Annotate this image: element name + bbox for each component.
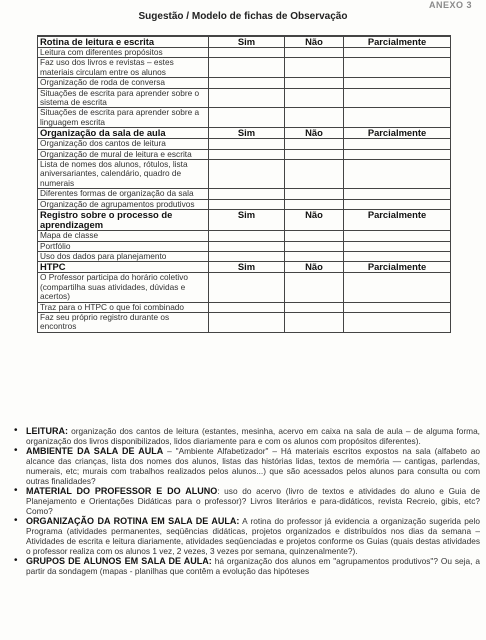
table-row (38, 149, 451, 159)
list-item (12, 556, 480, 576)
check-cell-sim (209, 241, 285, 251)
table-row (38, 108, 451, 128)
check-cell-sim (209, 189, 285, 199)
criterion-label: Lista de nomes dos alunos, rótulos, lista aniversariantes, calendário, quadro de numerais (38, 160, 209, 189)
table-row (38, 273, 451, 302)
criterion-label: Leitura com diferentes propósitos (38, 48, 209, 58)
check-cell-nao (285, 139, 344, 149)
check-cell-parcialmente (344, 108, 451, 128)
check-cell-parcialmente (344, 199, 451, 209)
table-row (38, 58, 451, 78)
check-cell-sim (209, 48, 285, 58)
table-row (38, 160, 451, 189)
col-header-sim: Sim (209, 36, 285, 48)
criterion-label: Organização dos cantos de leitura (38, 139, 209, 149)
col-header-nao: Não (285, 128, 344, 139)
table-row (38, 199, 451, 209)
check-cell-nao (285, 189, 344, 199)
check-cell-sim (209, 273, 285, 302)
check-cell-nao (285, 58, 344, 78)
criterion-label: Portfólio (38, 241, 209, 251)
check-cell-parcialmente (344, 231, 451, 241)
check-cell-nao (285, 251, 344, 261)
check-cell-nao (285, 273, 344, 302)
criterion-label: Diferentes formas de organização da sala (38, 189, 209, 199)
check-cell-parcialmente (344, 273, 451, 302)
table-row (38, 78, 451, 88)
check-cell-parcialmente (344, 58, 451, 78)
col-header-nao: Não (285, 210, 344, 231)
bullet-label: GRUPOS DE ALUNOS EM SALA DE AULA: (26, 556, 212, 566)
check-cell-sim (209, 78, 285, 88)
check-cell-nao (285, 241, 344, 251)
check-cell-sim (209, 302, 285, 312)
table-row (38, 189, 451, 199)
table-row (38, 139, 451, 149)
check-cell-nao (285, 108, 344, 128)
check-cell-parcialmente (344, 78, 451, 88)
check-cell-parcialmente (344, 160, 451, 189)
criterion-label: Mapa de classe (38, 231, 209, 241)
check-cell-sim (209, 199, 285, 209)
check-cell-parcialmente (344, 48, 451, 58)
list-item (12, 426, 480, 446)
table-row (38, 241, 451, 251)
section-header-row (38, 262, 451, 273)
bullet-label: MATERIAL DO PROFESSOR E DO ALUNO (26, 486, 218, 496)
bullet-text: A rotina do professor já evidencia a organização sugerida pelo Programa (atividades permanentes, seqüências didáticas, projetos organizados e distribuídos nos dias da semana – Atividades de escrita e leitura diariamente, atividades seqüenciadas e projetos conforme os Guias (quais destas atividades o professor realiza com os alunos 1 vez, 2 vezes, 3 vezes por semana, quinzenalmente?). (26, 516, 480, 556)
bullet-icon: • (14, 445, 18, 456)
check-cell-parcialmente (344, 88, 451, 108)
check-cell-sim (209, 58, 285, 78)
check-cell-nao (285, 48, 344, 58)
criterion-label: Organização de agrupamentos produtivos (38, 199, 209, 209)
col-header-nao: Não (285, 36, 344, 48)
page-title: Sugestão / Modelo de fichas de Observação (138, 11, 348, 22)
annex-label: ANEXO 3 (428, 0, 472, 10)
check-cell-parcialmente (344, 189, 451, 199)
section-heading: Registro sobre o processo de aprendizagem (38, 210, 209, 231)
check-cell-sim (209, 160, 285, 189)
section-heading: Organização da sala de aula (38, 128, 209, 139)
check-cell-nao (285, 78, 344, 88)
list-item (12, 516, 480, 556)
col-header-nao: Não (285, 262, 344, 273)
check-cell-sim (209, 108, 285, 128)
section-header-row (38, 128, 451, 139)
check-cell-nao (285, 302, 344, 312)
criterion-label: Faz uso dos livros e revistas – estes materiais circulam entre os alunos (38, 58, 209, 78)
check-cell-parcialmente (344, 241, 451, 251)
criterion-label: Uso dos dados para planejamento (38, 251, 209, 261)
check-cell-parcialmente (344, 149, 451, 159)
criterion-label: O Professor participa do horário coletivo (compartilha suas atividades, dúvidas e acertos) (38, 273, 209, 302)
check-cell-sim (209, 312, 285, 332)
section-header-row (38, 36, 451, 48)
bullet-icon: • (14, 485, 18, 496)
check-cell-nao (285, 88, 344, 108)
check-cell-nao (285, 160, 344, 189)
col-header-parcialmente: Parcialmente (344, 36, 451, 48)
col-header-sim: Sim (209, 128, 285, 139)
table-row (38, 251, 451, 261)
criterion-label: Organização de roda de conversa (38, 78, 209, 88)
check-cell-parcialmente (344, 251, 451, 261)
table-row (38, 88, 451, 108)
criterion-label: Faz seu próprio registro durante os encontros (38, 312, 209, 332)
col-header-parcialmente: Parcialmente (344, 262, 451, 273)
section-heading: HTPC (38, 262, 209, 273)
bullet-text: organização dos cantos de leitura (estantes, mesinha, acervo em caixa na sala de aula – de alguma forma, organização dos livros disponibilizados, lidos diariamente para e com os alunos com propósitos diferentes). (26, 426, 480, 446)
criterion-label: Situações de escrita para aprender sobre o sistema de escrita (38, 88, 209, 108)
observation-notes (12, 426, 480, 576)
criterion-label: Situações de escrita para aprender sobre a linguagem escrita (38, 108, 209, 128)
col-header-parcialmente: Parcialmente (344, 128, 451, 139)
criterion-label: Organização de mural de leitura e escrita (38, 149, 209, 159)
check-cell-parcialmente (344, 312, 451, 332)
table-row (38, 312, 451, 332)
bullet-label: AMBIENTE DA SALA DE AULA (26, 446, 164, 456)
bullet-icon: • (14, 515, 18, 526)
check-cell-parcialmente (344, 139, 451, 149)
check-cell-nao (285, 149, 344, 159)
criterion-label: Traz para o HTPC o que foi combinado (38, 302, 209, 312)
bullet-text: – "Ambiente Alfabetizador" – Há materiais escritos expostos na sala (alfabeto ao alcance das crianças, lista dos nomes dos alunos, listas das histórias lidas, textos de memória — cantigas, parlendas, numerais, etc; murais com trabalhos realizados pelos alunos...) que são acessados pelos alunos para consulta ou com outras finalidades? (26, 446, 481, 486)
check-cell-nao (285, 231, 344, 241)
section-header-row (38, 210, 451, 231)
bullet-text: : uso do acervo (livro de textos e atividades do aluno e Guia de Planejamento e Orientações Didáticas para o professor)? Livros literários e para-didáticos, revista Recreio, gibis, etc? Como? (26, 486, 481, 516)
bullet-label: LEITURA: (26, 426, 68, 436)
col-header-sim: Sim (209, 262, 285, 273)
list-item (12, 486, 480, 516)
check-cell-nao (285, 312, 344, 332)
check-cell-sim (209, 88, 285, 108)
section-heading: Rotina de leitura e escrita (38, 36, 209, 48)
table-row (38, 231, 451, 241)
table-row (38, 302, 451, 312)
bullet-icon: • (14, 425, 18, 436)
list-item (12, 446, 480, 486)
check-cell-sim (209, 231, 285, 241)
check-cell-sim (209, 251, 285, 261)
check-cell-sim (209, 149, 285, 159)
check-cell-parcialmente (344, 302, 451, 312)
col-header-sim: Sim (209, 210, 285, 231)
col-header-parcialmente: Parcialmente (344, 210, 451, 231)
check-cell-nao (285, 199, 344, 209)
bullet-label: ORGANIZAÇÃO DA ROTINA EM SALA DE AULA: (26, 516, 240, 526)
bullet-text: há organização dos alunos em "agrupamentos produtivos"? Ou seja, a partir da sondagem (mapas - planilhas que contêm a evolução das hipóteses (26, 556, 480, 576)
observation-table (37, 35, 451, 333)
bullet-icon: • (14, 555, 18, 566)
table-row (38, 48, 451, 58)
check-cell-sim (209, 139, 285, 149)
